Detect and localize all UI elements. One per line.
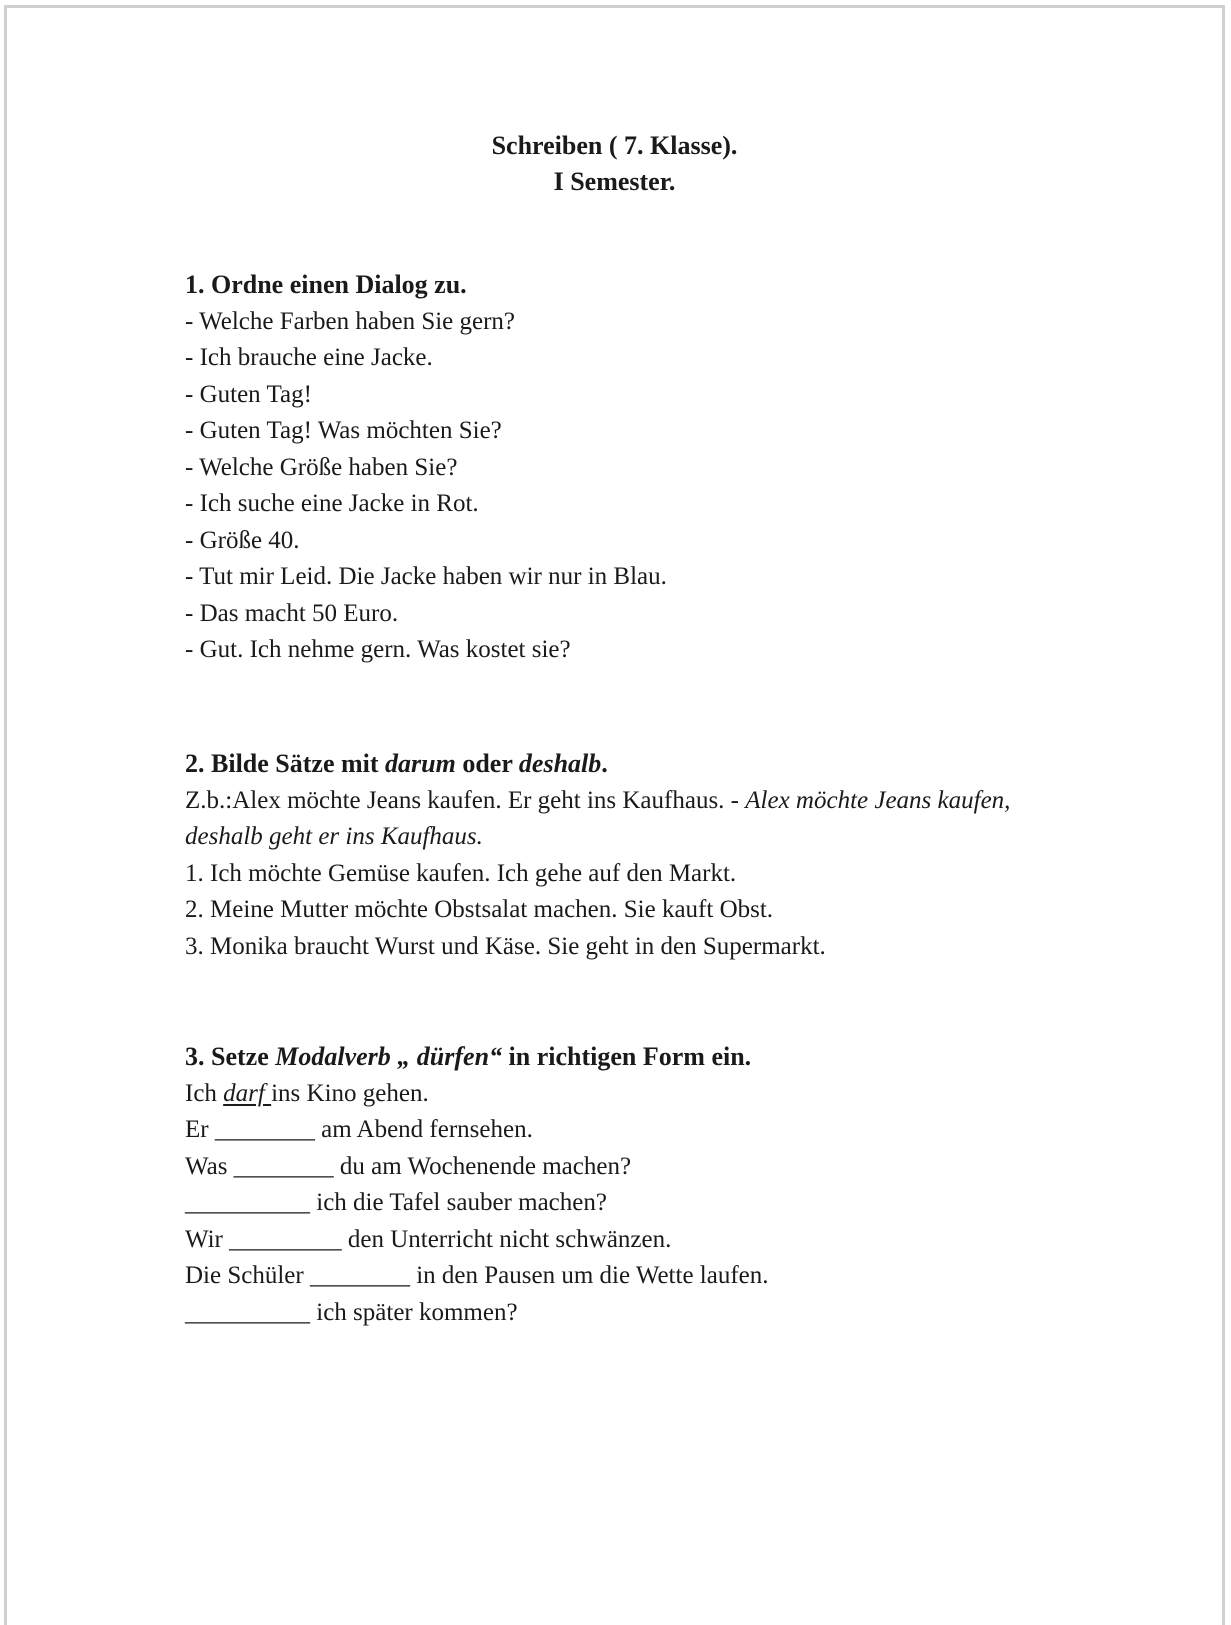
keyword-deshalb: deshalb	[518, 749, 602, 778]
dialog-line: - Welche Farben haben Sie gern?	[185, 307, 516, 335]
section1-heading: 1. Ordne einen Dialog zu.	[185, 270, 467, 299]
section3-heading	[185, 1039, 1165, 1076]
section2-heading-oder: oder	[455, 749, 519, 778]
keyword-darum: darum	[385, 749, 456, 778]
section3-heading-text: 3. Setze	[185, 1042, 276, 1071]
dialog-line: - Gut. Ich nehme gern. Was kostet sie?	[185, 636, 571, 663]
dialog-line: - Guten Tag! Was möchten Sie?	[185, 417, 502, 444]
dialog-line: - Guten Tag!	[185, 380, 312, 408]
dialog-line: - Welche Größe haben Sie?	[185, 453, 458, 481]
dialog-line: - Das macht 50 Euro.	[185, 599, 399, 627]
dialog-line: - Ich suche eine Jacke in Rot.	[185, 490, 479, 517]
section2-heading	[185, 746, 1165, 783]
section3-heading-modalverb: Modalverb „ dürfen“	[275, 1042, 503, 1071]
section-sentences	[185, 746, 1165, 965]
dialog-line: - Tut mir Leid. Die Jacke haben wir nur in Blau.	[185, 563, 667, 590]
section3-heading-rest: in richtigen Form ein.	[502, 1042, 752, 1071]
page-title: Schreiben ( 7. Klasse).	[491, 131, 738, 160]
example-plain: Z.b.:Alex möchte Jeans kaufen. Er geht ins Kaufhaus. -	[185, 786, 746, 814]
example-answer-part2: deshalb geht er ins Kaufhaus.	[185, 823, 483, 850]
gap-sentence: __________ ich später kommen?	[185, 1298, 518, 1326]
section-modalverb	[185, 1039, 1165, 1331]
gap-sentence: Er ________ am Abend fernsehen.	[185, 1116, 533, 1143]
example-answer: darf	[223, 1079, 272, 1107]
gap-sentence: __________ ich die Tafel sauber machen?	[185, 1189, 607, 1216]
worksheet-page	[4, 5, 1225, 1625]
exercise-item: 1. Ich möchte Gemüse kaufen. Ich gehe auf den Markt.	[185, 859, 737, 887]
example-sentence	[185, 1076, 1165, 1113]
dialog-line: - Ich brauche eine Jacke.	[185, 344, 433, 371]
dialog-line: - Größe 40.	[185, 526, 300, 554]
example-after: ins Kino gehen.	[271, 1079, 429, 1107]
example-before: Ich	[185, 1079, 224, 1107]
gap-sentence: Die Schüler ________ in den Pausen um die Wette laufen.	[185, 1262, 769, 1289]
section2-heading-text: 2. Bilde Sätze mit	[185, 749, 386, 778]
exercise-item: 2. Meine Mutter möchte Obstsalat machen. Sie kauft Obst.	[185, 896, 774, 923]
gap-sentence: Wir _________ den Unterricht nicht schwänzen.	[185, 1225, 672, 1253]
example-line	[185, 783, 1165, 820]
exercise-item: 3. Monika braucht Wurst und Käse. Sie geht in den Supermarkt.	[185, 932, 826, 960]
page-subtitle: I Semester.	[553, 167, 676, 196]
section2-heading-end: .	[601, 749, 608, 778]
section-dialog	[185, 267, 1165, 669]
example-answer-part1: Alex möchte Jeans kaufen,	[745, 786, 1011, 814]
gap-sentence: Was ________ du am Wochenende machen?	[185, 1152, 632, 1180]
